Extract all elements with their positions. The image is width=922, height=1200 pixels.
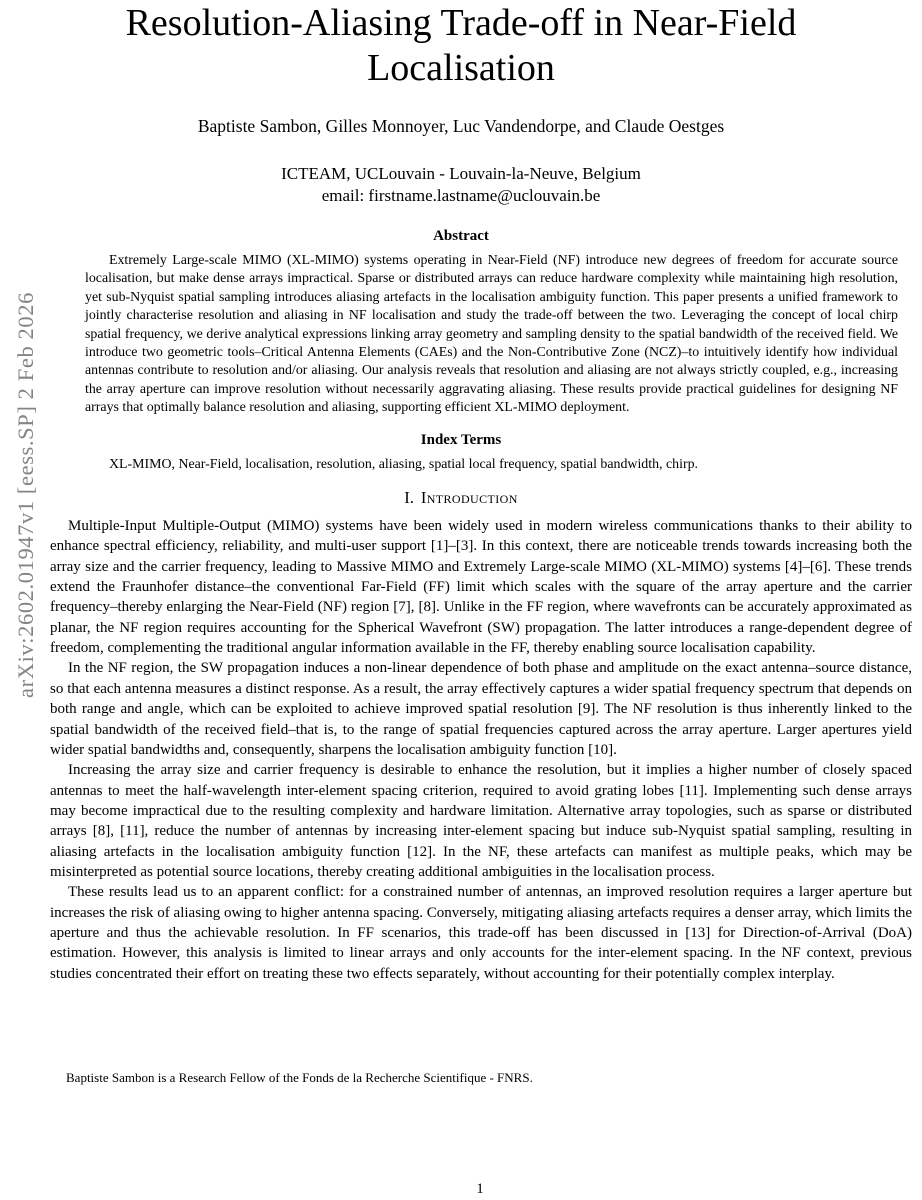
section-heading-introduction bbox=[0, 488, 922, 507]
arxiv-watermark: arXiv:2602.01947v1 [eess.SP] 2 Feb 2026 bbox=[13, 292, 38, 698]
intro-paragraph-4: These results lead us to an apparent conflict: for a constrained number of antennas, an improved resolution requires a larger aperture but increases the risk of aliasing owing to higher antenna spacing. Conversely, mitigating aliasing artefacts requires a denser array, which limits the aperture and thus the achievable resolution. In FF scenarios, this trade-off has been discussed in [13] for Direction-of-Arrival (DoA) estimation. However, this analysis is limited to linear arrays and only accounts for the inter-element spacing. In the NF context, previous studies concentrated their effort on treating these two effects separately, without accounting for their potentially complex interplay. bbox=[50, 884, 912, 982]
paper-title: Resolution-Aliasing Trade-off in Near-Field Localisation bbox=[125, 2, 797, 89]
email-line: email: firstname.lastname@uclouvain.be bbox=[321, 186, 601, 205]
intro-paragraph-3: Increasing the array size and carrier frequency is desirable to enhance the resolution, but it implies a higher number of closely spaced antennas to meet the half-wavelength inter-element spacing criterion, required to avoid grating lobes [11]. Implementing such dense arrays may become impractical due to the resulting complexity and hardware limitation. Alternative array topologies, such as sparse or distributed arrays [8], [11], reduce the number of antennas by increasing inter-element spacing but induce sub-Nyquist spatial sampling, resulting in aliasing artefacts in the localisation ambiguity function [12]. In the NF, these artefacts can manifest as multiple peaks, which may be misinterpreted as potential source locations, thereby creating additional ambiguities in the localisation process. bbox=[50, 762, 912, 880]
intro-paragraph-2: In the NF region, the SW propagation induces a non-linear dependence of both phase and amplitude on the exact antenna–source distance, so that each antenna measures a distinct response. As a result, the array effectively captures a wider spatial frequency spectrum that depends on both range and angle, which can be exploited to achieve improved spatial resolution [9]. The NF resolution is thus inherently linked to the spatial bandwidth of the received field–that is, to the range of spatial frequencies captured across the array aperture. Larger apertures yield wider spatial bandwidths and, consequently, sharpens the localisation ambiguity function [10]. bbox=[50, 660, 912, 758]
affiliation-line: ICTEAM, UCLouvain - Louvain-la-Neuve, Belgium bbox=[281, 164, 641, 183]
index-terms-heading: Index Terms bbox=[420, 431, 502, 448]
author-list: Baptiste Sambon, Gilles Monnoyer, Luc Vandendorpe, and Claude Oestges bbox=[197, 116, 725, 136]
abstract-heading: Abstract bbox=[433, 228, 489, 244]
section-number: I. bbox=[404, 488, 414, 508]
index-terms-text: XL-MIMO, Near-Field, localisation, resolution, aliasing, spatial local frequency, spatial bandwidth, chirp. bbox=[109, 456, 699, 472]
abstract-text: Extremely Large-scale MIMO (XL-MIMO) systems operating in Near-Field (NF) introduce new degrees of freedom for accurate source localisation, but make dense arrays impractical. Sparse or distributed arrays can reduce hardware complexity while maintaining high resolution, yet sub-Nyquist spatial sampling introduces aliasing artefacts in the localisation ambiguity function. This paper presents a unified framework to jointly characterise resolution and aliasing in NF localisation and study the trade-off between the two. Leveraging the concept of local chirp spatial frequency, we derive analytical expressions linking array geometry and sampling density to the spatial bandwidth of the received field. We introduce two geometric tools–Critical Antenna Elements (CAEs) and the Non-Contributive Zone (NCZ)–to intuitively identify how individual antennas contribute to resolution and/or aliasing. Our analysis reveals that resolution and aliasing are not always strictly coupled, e.g., increasing the array aperture can improve resolution without necessarily aggravating aliasing. These results provide practical guidelines for designing NF arrays that optimally balance resolution and aliasing, supporting efficient XL-MIMO deployment. bbox=[85, 253, 898, 416]
intro-paragraph-1: Multiple-Input Multiple-Output (MIMO) systems have been widely used in modern wireless communications thanks to their ability to enhance spectral efficiency, reliability, and multi-user support [1]–[3]. In this context, there are noticeable trends towards increasing both the array size and the carrier frequency, leading to Massive MIMO and Extremely Large-scale MIMO (XL-MIMO) systems [4]–[6]. These trends extend the Fraunhofer distance–the conventional Far-Field (FF) limit which scales with the square of the array aperture and the carrier frequency–thereby enlarging the Near-Field (NF) region [7], [8]. Unlike in the FF region, where wavefronts can be accurately approximated as planar, the NF region requires accounting for the Spherical Wavefront (SW) propagation. The latter introduces a range-dependent degree of freedom, complementing the traditional angular information available in the FF, thereby enabling source localisation capability. bbox=[50, 518, 912, 657]
page-number: 1 bbox=[476, 1181, 484, 1197]
author-footnote: Baptiste Sambon is a Research Fellow of the Fonds de la Recherche Scientifique - FNRS. bbox=[66, 1070, 533, 1085]
section-title: Introduction bbox=[420, 488, 518, 508]
introduction-body bbox=[50, 516, 912, 984]
